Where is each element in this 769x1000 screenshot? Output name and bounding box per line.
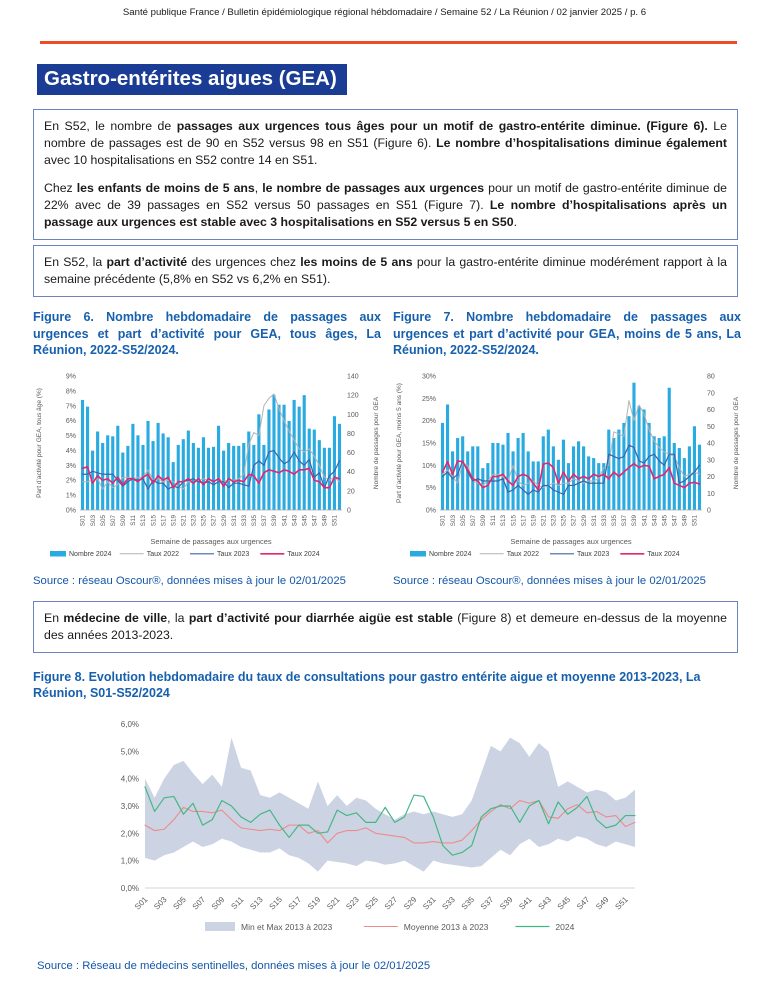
svg-text:0: 0 <box>347 507 351 514</box>
svg-text:6%: 6% <box>65 417 76 425</box>
svg-text:S51: S51 <box>331 514 339 526</box>
svg-text:S39: S39 <box>631 514 639 526</box>
svg-text:S11: S11 <box>229 894 246 911</box>
svg-text:8%: 8% <box>65 387 76 395</box>
svg-text:5,0%: 5,0% <box>120 746 139 756</box>
svg-text:S47: S47 <box>311 514 319 526</box>
figure8-title: Figure 8. Evolution hebdomadaire du taux de consultations pour gastro entérite aigue et moyenne 2013-2023, La Réunion, S01-S52/2024 <box>33 669 701 700</box>
svg-text:S13: S13 <box>500 514 508 526</box>
svg-text:S49: S49 <box>594 894 611 911</box>
svg-text:S01: S01 <box>439 514 447 526</box>
svg-text:S23: S23 <box>344 894 361 911</box>
svg-text:S33: S33 <box>440 894 457 911</box>
svg-text:Taux 2022: Taux 2022 <box>146 550 180 558</box>
svg-text:5%: 5% <box>425 484 436 492</box>
figure7-source: Source : réseau Oscour®, données mises à jour le 02/01/2025 <box>393 574 706 587</box>
svg-text:0%: 0% <box>65 507 76 514</box>
svg-text:S09: S09 <box>480 514 488 526</box>
svg-text:S27: S27 <box>210 514 218 526</box>
svg-text:0%: 0% <box>425 507 436 514</box>
svg-text:20: 20 <box>707 473 715 481</box>
svg-text:S39: S39 <box>271 514 279 526</box>
paragraph-part-activite: En S52, la part d’activité des urgences chez les moins de 5 ans pour la gastro-entérite diminue modérément rapport à la semaine précédente (5,8% en S52 vs 6,2% en S51). <box>44 255 727 286</box>
figure6-column <box>33 309 381 587</box>
svg-text:140: 140 <box>347 373 359 380</box>
svg-text:S03: S03 <box>89 514 97 526</box>
chart6-svg <box>33 364 385 570</box>
figure8-source: Source : Réseau de médecins sentinelles, données mises à jour le 02/01/2025 <box>37 959 431 972</box>
svg-text:10%: 10% <box>421 462 436 470</box>
svg-text:S31: S31 <box>421 894 438 911</box>
figure7-title: Figure 7. Nombre hebdomadaire de passages aux urgences et part d’activité pour GEA, moins de 5 ans, La Réunion, 2022-S52/2024. <box>393 310 741 357</box>
svg-text:S39: S39 <box>498 894 515 911</box>
svg-text:80: 80 <box>347 430 355 438</box>
svg-text:S03: S03 <box>152 894 169 911</box>
svg-text:70: 70 <box>707 389 715 397</box>
svg-text:100: 100 <box>347 411 359 419</box>
chart7-svg <box>393 364 745 570</box>
svg-text:15%: 15% <box>421 440 436 447</box>
svg-text:0: 0 <box>707 507 711 514</box>
svg-text:S47: S47 <box>574 894 592 911</box>
svg-text:0,0%: 0,0% <box>120 883 139 893</box>
svg-text:S47: S47 <box>671 514 679 526</box>
svg-text:40: 40 <box>707 440 715 447</box>
svg-text:S01: S01 <box>132 894 150 911</box>
figure6-title: Figure 6. Nombre hebdomadaire de passages aux urgences et part d’activité pour GEA, tous âges, La Réunion, 2022-S52/2024. <box>33 310 381 357</box>
svg-text:Semaine de passages aux urgenc: Semaine de passages aux urgences <box>150 536 272 546</box>
svg-text:S37: S37 <box>261 514 269 526</box>
svg-text:Nombre 2024: Nombre 2024 <box>69 550 112 558</box>
figure8-chart <box>85 710 769 956</box>
svg-text:Taux 2024: Taux 2024 <box>287 550 320 558</box>
svg-text:Moyenne 2013 à 2023: Moyenne 2013 à 2023 <box>403 921 489 932</box>
svg-text:S33: S33 <box>240 514 248 526</box>
svg-text:Nombre de passages pour GEA: Nombre de passages pour GEA <box>373 396 380 489</box>
svg-text:Min et Max 2013 à 2023: Min et Max 2013 à 2023 <box>241 921 333 932</box>
svg-text:S11: S11 <box>130 514 138 526</box>
svg-text:S03: S03 <box>449 514 457 526</box>
svg-text:1,0%: 1,0% <box>120 856 139 866</box>
svg-text:S41: S41 <box>641 514 649 526</box>
svg-text:20: 20 <box>347 487 355 495</box>
svg-text:S51: S51 <box>613 894 630 911</box>
figure6-chart <box>33 364 381 570</box>
svg-text:S15: S15 <box>150 514 158 526</box>
svg-text:3,0%: 3,0% <box>120 801 139 811</box>
svg-text:Nombre 2024: Nombre 2024 <box>429 550 472 558</box>
svg-text:S09: S09 <box>120 514 128 526</box>
svg-text:S49: S49 <box>681 514 689 526</box>
svg-text:1%: 1% <box>65 492 76 500</box>
svg-text:S13: S13 <box>140 514 148 526</box>
summary-box-urgences <box>33 109 738 240</box>
svg-text:S45: S45 <box>555 894 573 911</box>
svg-text:S51: S51 <box>691 514 699 526</box>
section-title: Gastro-entérites aigues (GEA) <box>37 64 347 95</box>
svg-text:80: 80 <box>707 373 715 380</box>
svg-text:20%: 20% <box>421 417 436 425</box>
svg-text:S21: S21 <box>180 514 188 526</box>
svg-text:S49: S49 <box>321 514 329 526</box>
svg-text:S17: S17 <box>286 894 304 911</box>
svg-text:2024: 2024 <box>555 921 575 932</box>
svg-text:S41: S41 <box>281 514 289 526</box>
svg-text:30: 30 <box>707 456 715 464</box>
svg-text:S43: S43 <box>651 514 659 526</box>
svg-text:S29: S29 <box>220 514 228 526</box>
page-header: Santé publique France / Bulletin épidémiologique régional hébdomadaire / Semaine 52 / La Réunion / 02 janvier 2025 / p. 6 <box>122 7 647 18</box>
svg-text:S29: S29 <box>580 514 588 526</box>
svg-text:S23: S23 <box>550 514 558 526</box>
svg-text:S19: S19 <box>530 514 538 526</box>
svg-text:50: 50 <box>707 423 715 431</box>
svg-text:S25: S25 <box>363 894 381 911</box>
svg-text:S07: S07 <box>469 514 477 526</box>
svg-text:Taux 2023: Taux 2023 <box>217 550 250 558</box>
svg-text:60: 60 <box>347 449 355 457</box>
paragraph-passages-tous-ages: En S52, le nombre de passages aux urgences tous âges pour un motif de gastro-entérite diminue. (Figure 6). Le nombre de passages est de 90 en S52 versus 98 en S51 (Figure 6). Le nombre d’hospitalisations diminue également avec 10 hospitalisations en S52 contre 14 en S51. <box>44 119 727 167</box>
svg-text:S05: S05 <box>171 894 188 911</box>
svg-text:S21: S21 <box>540 514 548 526</box>
svg-text:S29: S29 <box>402 894 419 911</box>
summary-box-medecine-ville <box>33 601 738 653</box>
svg-text:4,0%: 4,0% <box>120 774 139 784</box>
svg-text:S33: S33 <box>600 514 608 526</box>
svg-text:S23: S23 <box>190 514 198 526</box>
svg-text:S25: S25 <box>200 514 208 526</box>
paragraph-enfants-moins-5ans: Chez les enfants de moins de 5 ans, le nombre de passages aux urgences pour un motif de gastro-entérite diminue de 22% avec de 39 passages en S52 versus 50 passages en S51 (Figure 7). Le nombre d’hospitalisations après un passage aux urgences est stable avec 3 hospitalisations en S52 versus 5 en S50. <box>44 181 727 229</box>
svg-text:5%: 5% <box>65 432 76 440</box>
svg-text:9%: 9% <box>65 373 76 380</box>
chart8-svg <box>85 710 660 956</box>
svg-text:S31: S31 <box>590 514 598 526</box>
svg-text:2%: 2% <box>65 477 76 485</box>
svg-text:S15: S15 <box>267 894 284 911</box>
svg-text:S43: S43 <box>291 514 299 526</box>
svg-text:S31: S31 <box>230 514 238 526</box>
svg-text:S01: S01 <box>79 514 87 526</box>
svg-text:S09: S09 <box>209 894 227 911</box>
svg-text:S19: S19 <box>170 514 178 526</box>
svg-text:3%: 3% <box>65 462 76 470</box>
paragraph-medecine-ville: En médecine de ville, la part d’activité pour diarrhée aigüe est stable (Figure 8) et demeure en-dessus de la moyenne des années 2013-2023. <box>44 610 727 642</box>
svg-text:S19: S19 <box>305 894 323 911</box>
svg-text:S41: S41 <box>517 894 534 911</box>
svg-text:S11: S11 <box>490 514 498 526</box>
svg-text:2,0%: 2,0% <box>120 828 139 838</box>
svg-text:6,0%: 6,0% <box>120 719 139 729</box>
svg-text:S07: S07 <box>190 894 208 911</box>
figure7-chart <box>393 364 741 570</box>
svg-text:Semaine de passages aux urgenc: Semaine de passages aux urgences <box>510 536 632 546</box>
svg-text:120: 120 <box>347 392 359 400</box>
svg-text:S43: S43 <box>536 894 553 911</box>
svg-text:60: 60 <box>707 406 715 414</box>
svg-text:S21: S21 <box>325 894 342 911</box>
svg-text:Part d’activité pour GEA, moin: Part d’activité pour GEA, moins 5 ans (%) <box>396 382 403 503</box>
svg-text:S13: S13 <box>248 894 265 911</box>
svg-text:S35: S35 <box>611 514 619 526</box>
svg-text:10: 10 <box>707 490 715 498</box>
svg-text:S27: S27 <box>570 514 578 526</box>
figures-row <box>33 309 740 587</box>
svg-text:40: 40 <box>347 468 355 476</box>
svg-text:Part d’activité pour GEA, tous: Part d’activité pour GEA, tous âge (%) <box>36 387 43 498</box>
svg-text:S15: S15 <box>510 514 518 526</box>
svg-text:S45: S45 <box>301 514 309 526</box>
svg-text:S37: S37 <box>478 894 496 911</box>
svg-text:25%: 25% <box>421 395 436 403</box>
svg-text:S35: S35 <box>251 514 259 526</box>
svg-text:S05: S05 <box>99 514 107 526</box>
svg-text:S05: S05 <box>459 514 467 526</box>
svg-text:S25: S25 <box>560 514 568 526</box>
summary-box-part-activite <box>33 245 738 297</box>
figure6-source: Source : réseau Oscour®, données mises à jour le 02/01/2025 <box>33 574 346 587</box>
svg-text:Taux 2023: Taux 2023 <box>577 550 610 558</box>
svg-text:S17: S17 <box>160 514 168 526</box>
svg-text:Nombre de passages pour GEA: Nombre de passages pour GEA <box>733 396 740 489</box>
svg-text:S37: S37 <box>621 514 629 526</box>
svg-text:Taux 2022: Taux 2022 <box>506 550 540 558</box>
svg-text:Taux 2024: Taux 2024 <box>647 550 680 558</box>
svg-text:S17: S17 <box>520 514 528 526</box>
svg-text:S07: S07 <box>109 514 117 526</box>
figure7-column <box>393 309 741 587</box>
svg-text:S35: S35 <box>459 894 477 911</box>
svg-text:7%: 7% <box>65 402 76 410</box>
svg-text:S45: S45 <box>661 514 669 526</box>
svg-text:30%: 30% <box>421 373 436 380</box>
svg-text:S27: S27 <box>382 894 400 911</box>
svg-text:4%: 4% <box>65 447 76 455</box>
